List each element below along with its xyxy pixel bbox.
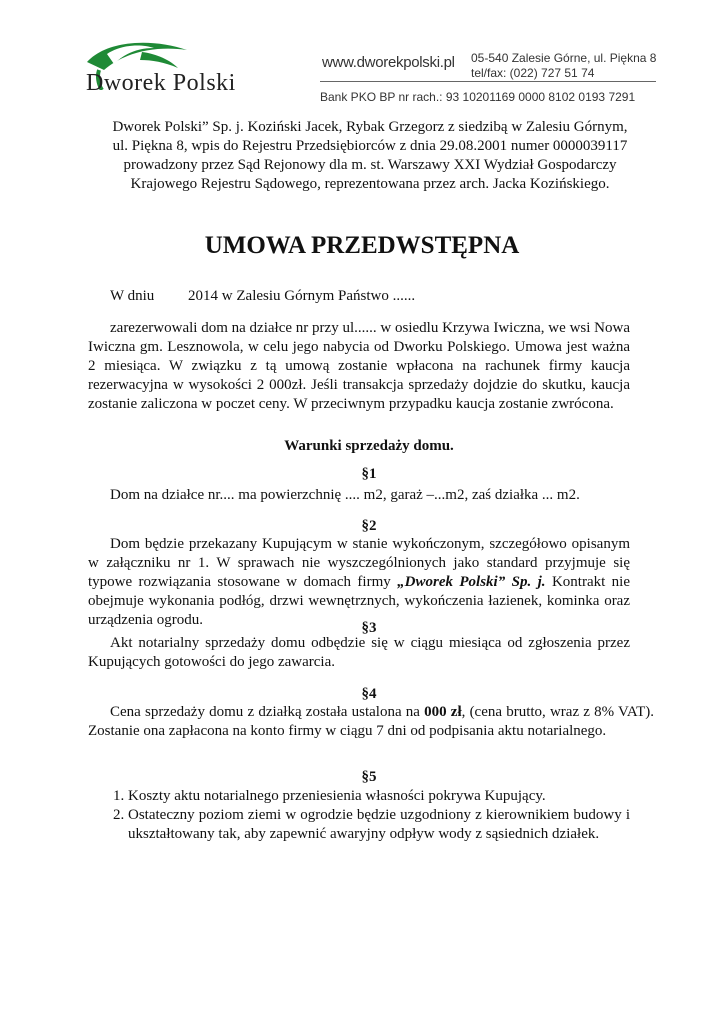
company-line: Krajowego Rejestru Sądowego, reprezentowana przez arch. Jacka Kozińskiego. [130, 176, 610, 192]
conditions-heading: Warunki sprzedaży domu. [284, 438, 454, 454]
list-item: 2. Ostateczny poziom ziemi w ogrodzie będzie uzgodniony z kierownikiem budowy i ukształtowany tak, aby zapewnić awaryjny odpływ wody z sąsiednich działek. [128, 806, 630, 844]
company-line: ul. Piękna 8, wpis do Rejestru Przedsiębiorców z dnia 29.08.2001 numer 0000039117 [112, 138, 628, 154]
intro-paragraph: zarezerwowali dom na działce nr przy ul...... w osiedlu Krzywa Iwiczna, we wsi Nowa Iwiczna gm. Lesznowola, w celu jego nabycia od Dworku Polskiego. Umowa jest ważna 2 miesiąca. W związku z tą umową zostanie wpłacona na rachunek firmy kaucja rezerwacyjna w wysokości 2 000zł. Jeśli transakcja sprzedaży dojdzie do skutku, kaucja zostanie zaliczona w poczet ceny. W przeciwnym przypadku kaucja zostanie zwrócona. [88, 320, 630, 412]
document-title: UMOWA PRZEDWSTĘPNA [204, 232, 520, 259]
website-link[interactable]: www.dworekpolski.pl [322, 54, 455, 71]
section-5-mark: §5 [361, 769, 377, 785]
section-3-text: Akt notarialny sprzedaży domu odbędzie się w ciągu miesiąca od zgłoszenia przez Kupujących gotowości do jego zawarcia. [88, 635, 630, 670]
header-address: 05-540 Zalesie Górne, ul. Piękna 8 [471, 51, 657, 65]
section-4-text-a: Cena sprzedaży domu z działką została ustalona na [110, 704, 425, 720]
section-3-mark: §3 [361, 620, 377, 636]
section-5-list [104, 787, 630, 844]
date-line: W dniu 2014 w Zalesiu Górnym Państwo ...... [110, 288, 416, 304]
section-4-text [88, 703, 654, 741]
header-bank-account: Bank PKO BP nr rach.: 93 10201169 0000 8102 0193 7291 [320, 90, 636, 104]
section-1-mark: §1 [361, 466, 377, 482]
section-4-price: 000 zł [424, 704, 462, 720]
company-info [70, 118, 670, 194]
section-2-text-b: Kontrakt nie obejmuje wykonania podłóg, drzwi wewnętrznych, wykończenia łazienek, kominka oraz urządzenia ogrodu. [88, 574, 630, 628]
section-4-mark: §4 [361, 686, 377, 702]
section-4-text-b: , (cena brutto, wraz z 8% VAT). Zostanie ona zapłacona na konto firmy w ciągu 7 dni od podpisania aktu notarialnego. [88, 704, 654, 739]
section-2-brand: „Dworek Polski” Sp. j. [397, 574, 546, 590]
section-2-text [88, 535, 630, 630]
section-1-text: Dom na działce nr.... ma powierzchnię .... m2, garaż –...m2, zaś działka ... m2. [110, 487, 580, 503]
company-line: Dworek Polski” Sp. j. Koziński Jacek, Rybak Grzegorz z siedzibą w Zalesiu Górnym, [112, 119, 628, 135]
header-divider [320, 81, 656, 82]
section-2-text-a: Dom będzie przekazany Kupującym w stanie wykończonym, szczegółowo opisanym w załączniku nr 1. W sprawach nie wyszczególnionych jako standard przyjmuje się typowe rozwiązania stosowane w domach firmy [88, 536, 630, 590]
header-telfax: tel/fax: (022) 727 51 74 [471, 66, 595, 80]
section-2-mark: §2 [361, 518, 377, 534]
company-line: prowadzony przez Sąd Rejonowy dla m. st. Warszawy XXI Wydział Gospodarczy [123, 157, 617, 173]
brand-name: Dworek Polski [86, 70, 236, 96]
list-item: 1. Koszty aktu notarialnego przeniesienia własności pokrywa Kupujący. [128, 787, 630, 806]
